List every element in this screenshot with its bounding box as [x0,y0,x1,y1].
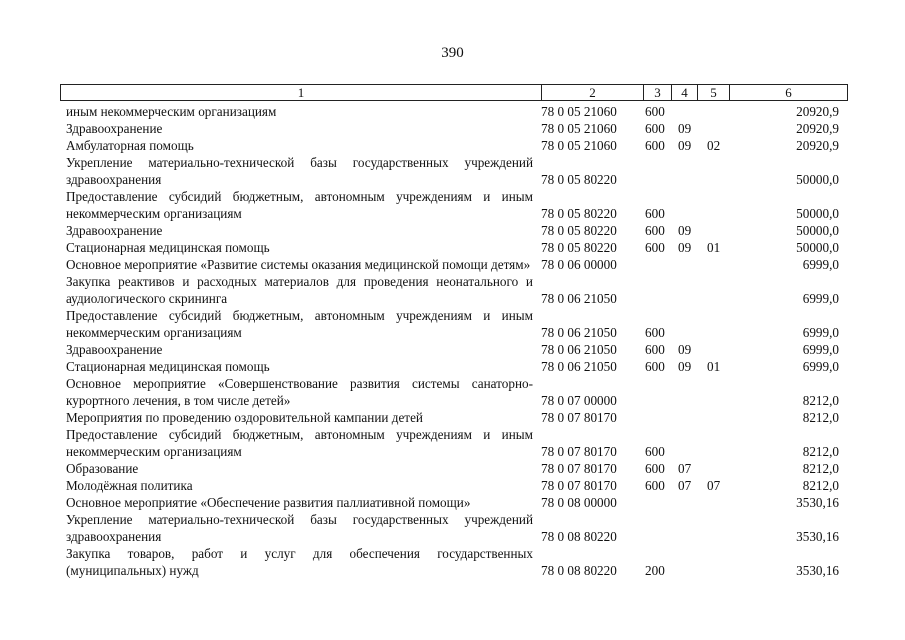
row-description: иным некоммерческим организациям [66,104,277,119]
row-col-3: 600 [645,138,665,153]
row-code: 78 0 06 21050 [541,291,617,306]
row-col-5: 07 [707,478,721,493]
header-col-4: 4 [671,85,697,100]
table-row [0,256,905,273]
row-amount: 8212,0 [802,393,839,408]
row-col-3: 600 [645,223,665,238]
row-code: 78 0 05 21060 [541,138,617,153]
row-col-4: 09 [678,342,692,357]
row-code: 78 0 06 21050 [541,325,617,340]
row-col-5: 02 [707,138,721,153]
row-amount: 3530,16 [796,495,839,510]
table-row [0,409,905,426]
row-col-3: 600 [645,121,665,136]
row-code: 78 0 06 21050 [541,359,617,374]
row-col-3: 600 [645,206,665,221]
row-code: 78 0 08 00000 [541,495,617,510]
row-col-3: 600 [645,325,665,340]
row-col-4: 09 [678,359,692,374]
row-description: Предоставление субсидий бюджетным, автономным учреждениям и иным некоммерческим организациям [66,308,533,340]
row-col-5: 01 [707,240,721,255]
row-col-3: 600 [645,342,665,357]
table-row [0,154,905,188]
row-code: 78 0 07 80170 [541,478,617,493]
row-amount: 3530,16 [796,529,839,544]
table-row [0,120,905,137]
row-amount: 50000,0 [796,206,839,221]
row-col-4: 09 [678,240,692,255]
table-row [0,273,905,307]
row-amount: 6999,0 [802,325,839,340]
table-row [0,307,905,341]
row-description: Укрепление материально-технической базы государственных учреждений здравоохранения [66,155,533,187]
table-row [0,341,905,358]
header-col-1: 1 [297,85,305,100]
table-row [0,375,905,409]
row-description: Основное мероприятие «Развитие системы оказания медицинской помощи детям» [66,257,531,272]
row-code: 78 0 07 00000 [541,393,617,408]
row-col-3: 600 [645,444,665,459]
row-col-4: 09 [678,121,692,136]
row-description: Стационарная медицинская помощь [66,359,270,374]
row-amount: 20920,9 [796,121,839,136]
table-row [0,222,905,239]
row-col-3: 600 [645,461,665,476]
row-amount: 6999,0 [802,291,839,306]
row-code: 78 0 05 80220 [541,223,617,238]
table-row [0,358,905,375]
table-header [60,84,848,101]
row-code: 78 0 06 21050 [541,342,617,357]
table-row [0,477,905,494]
row-description: Здравоохранение [66,121,163,136]
table-row [0,545,905,579]
row-amount: 6999,0 [802,257,839,272]
page-number: 390 [441,45,464,61]
row-code: 78 0 05 21060 [541,104,617,119]
table-row [0,494,905,511]
row-amount: 8212,0 [802,444,839,459]
row-code: 78 0 08 80220 [541,563,617,578]
row-description: Укрепление материально-технической базы государственных учреждений здравоохранения [66,512,533,544]
row-description: Основное мероприятие «Обеспечение развития паллиативной помощи» [66,495,471,510]
row-amount: 50000,0 [796,172,839,187]
row-amount: 8212,0 [802,461,839,476]
row-amount: 50000,0 [796,223,839,238]
row-code: 78 0 05 80220 [541,240,617,255]
row-description: Основное мероприятие «Совершенствование развития системы санаторно-курортного лечения, в том числе детей» [66,376,533,408]
row-amount: 6999,0 [802,359,839,374]
row-col-4: 07 [678,478,692,493]
header-col-5: 5 [697,85,729,100]
row-code: 78 0 05 21060 [541,121,617,136]
row-code: 78 0 06 00000 [541,257,617,272]
row-description: Стационарная медицинская помощь [66,240,270,255]
row-col-3: 600 [645,478,665,493]
row-col-3: 600 [645,104,665,119]
row-code: 78 0 07 80170 [541,444,617,459]
table-row [0,188,905,222]
row-description: Мероприятия по проведению оздоровительной кампании детей [66,410,423,425]
row-col-3: 600 [645,359,665,374]
row-amount: 6999,0 [802,342,839,357]
table-row [0,103,905,120]
row-code: 78 0 07 80170 [541,461,617,476]
table-row [0,239,905,256]
row-col-3: 200 [645,563,665,578]
row-description: Закупка реактивов и расходных материалов для проведения неонатального и аудиологического скрининга [66,274,533,306]
row-amount: 3530,16 [796,563,839,578]
row-code: 78 0 05 80220 [541,206,617,221]
row-description: Предоставление субсидий бюджетным, автономным учреждениям и иным некоммерческим организациям [66,189,533,221]
row-description: Здравоохранение [66,342,163,357]
table-row [0,137,905,154]
table-body [0,103,905,579]
row-col-3: 600 [645,240,665,255]
row-col-5: 01 [707,359,721,374]
row-amount: 20920,9 [796,138,839,153]
row-amount: 50000,0 [796,240,839,255]
row-col-4: 07 [678,461,692,476]
row-amount: 8212,0 [802,478,839,493]
header-col-3: 3 [643,85,671,100]
row-amount: 20920,9 [796,104,839,119]
row-description: Предоставление субсидий бюджетным, автономным учреждениям и иным некоммерческим организациям [66,427,533,459]
header-col-2: 2 [541,85,643,100]
row-amount: 8212,0 [802,410,839,425]
row-col-4: 09 [678,223,692,238]
row-description: Амбулаторная помощь [66,138,194,153]
row-code: 78 0 08 80220 [541,529,617,544]
row-col-4: 09 [678,138,692,153]
header-col-6: 6 [729,85,847,100]
row-description: Молодёжная политика [66,478,193,493]
row-code: 78 0 05 80220 [541,172,617,187]
row-description: Здравоохранение [66,223,163,238]
table-row [0,426,905,460]
row-description: Закупка товаров, работ и услуг для обеспечения государственных (муниципальных) нужд [66,546,533,578]
row-code: 78 0 07 80170 [541,410,617,425]
table-row [0,460,905,477]
table-row [0,511,905,545]
row-description: Образование [66,461,139,476]
